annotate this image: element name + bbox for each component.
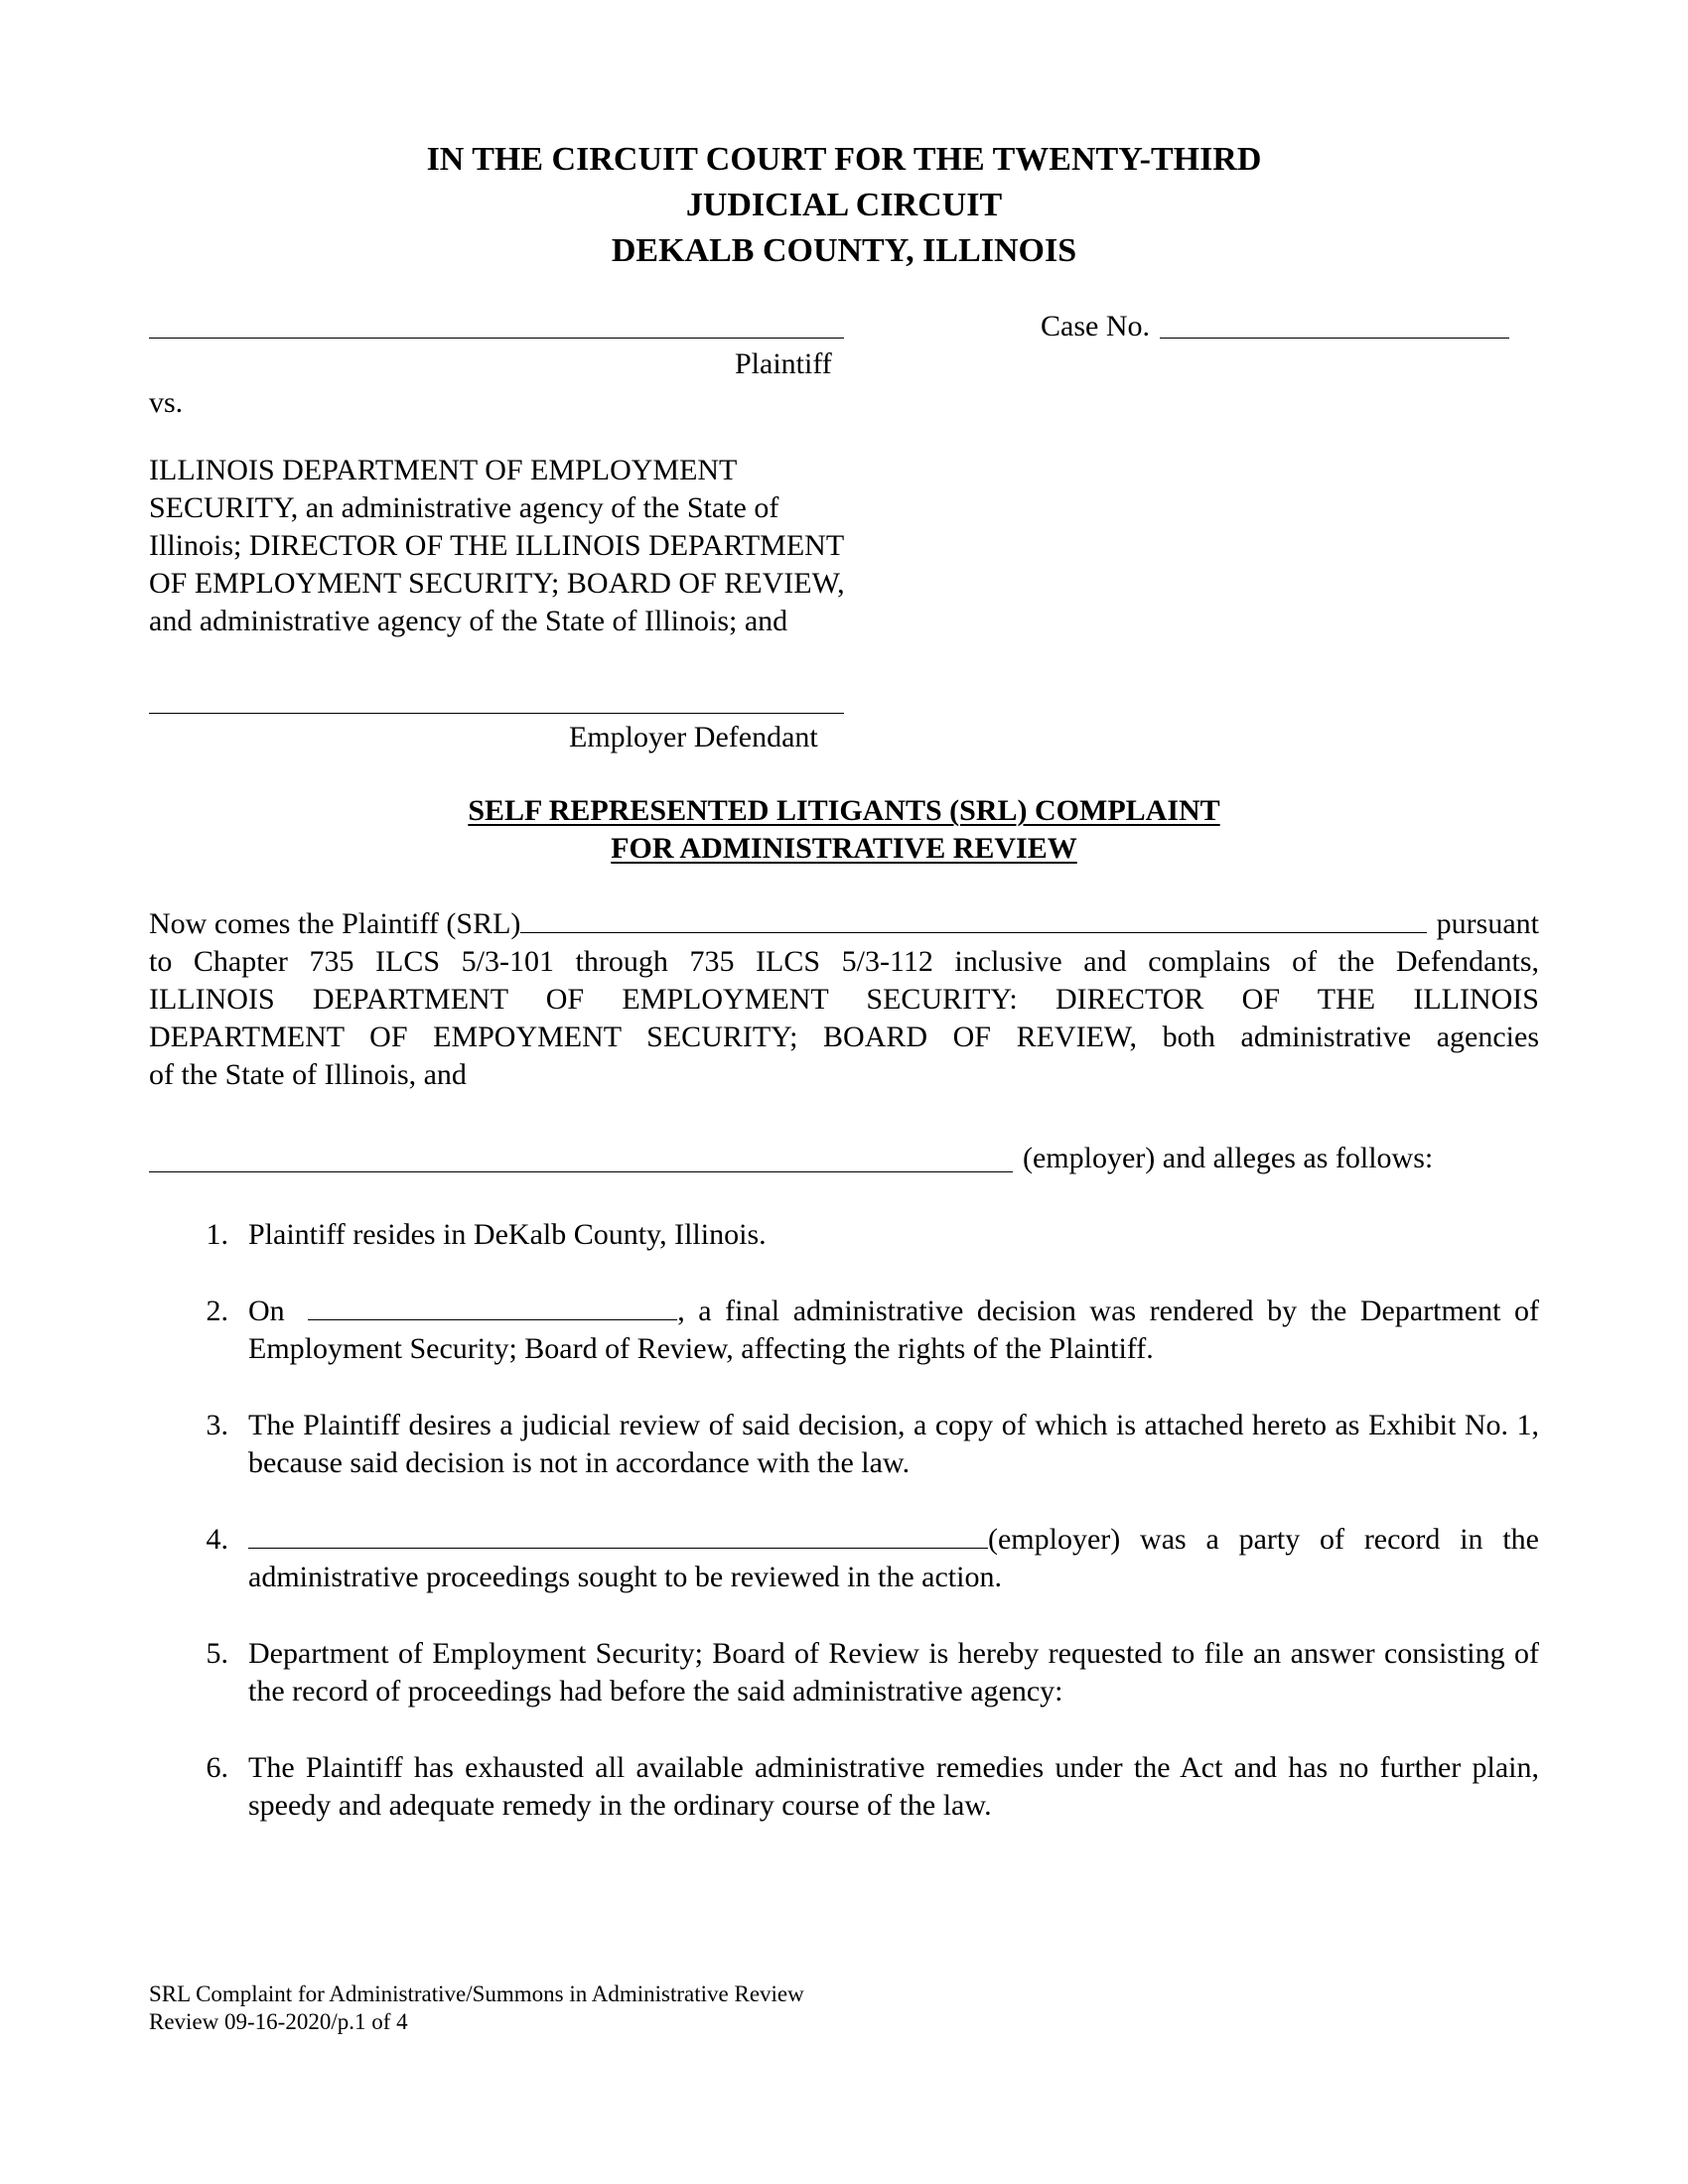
defendants-line-3: Illinois; DIRECTOR OF THE ILLINOIS DEPARTMENT xyxy=(149,529,845,562)
defendants-line-1: ILLINOIS DEPARTMENT OF EMPLOYMENT xyxy=(149,454,738,486)
defendants-line-2: SECURITY, an administrative agency of the State of xyxy=(149,491,779,524)
employer-defendant-field[interactable] xyxy=(149,713,844,714)
court-header-line-3: DEKALB COUNTY, ILLINOIS xyxy=(611,232,1077,269)
court-header xyxy=(0,137,1688,274)
allegation-text: Plaintiff resides in DeKalb County, Illinois. xyxy=(248,1218,767,1251)
allegation-4 xyxy=(184,1521,1539,1596)
intro-line-1 xyxy=(149,905,1539,943)
intro-line-2: to Chapter 735 ILCS 5/3-101 through 735 ILCS 5/3-112 inclusive and complains of the Defendants, xyxy=(149,945,1539,978)
defendants-block xyxy=(149,452,943,640)
intro-lead: Now comes the Plaintiff (SRL) xyxy=(149,907,521,940)
allegation-text: (employer) was a party of record in the administrative proceedings sought to be reviewed in the action. xyxy=(248,1523,1539,1593)
allegation-1 xyxy=(184,1216,1539,1254)
allegation-text: The Plaintiff has exhausted all available administrative remedies under the Act and has no further plain, speedy and adequate remedy in the ordinary course of the law. xyxy=(248,1751,1539,1822)
intro-line-4: DEPARTMENT OF EMPOYMENT SECURITY; BOARD OF REVIEW, both administrative agencies xyxy=(149,1021,1539,1053)
intro-paragraph xyxy=(149,905,1539,1094)
allegation-text: , a final administrative decision was rendered by the Department of Employment Security; Board of Review, affecting the rights of the Plaintiff. xyxy=(248,1295,1540,1365)
defendants-line-4: OF EMPLOYMENT SECURITY; BOARD OF REVIEW, xyxy=(149,567,845,600)
form-title xyxy=(0,792,1688,868)
plaintiff-name-field[interactable] xyxy=(149,338,844,339)
footer-line-2: Review 09-16-2020/p.1 of 4 xyxy=(149,2009,408,2034)
case-number-field[interactable] xyxy=(1160,338,1509,339)
page-footer xyxy=(149,1980,804,2036)
case-no-label: Case No. xyxy=(1041,310,1150,342)
allegation-number: 6. xyxy=(206,1751,228,1784)
allegation-6 xyxy=(184,1749,1539,1825)
form-title-line-2: FOR ADMINISTRATIVE REVIEW xyxy=(611,832,1077,865)
allegation-number: 5. xyxy=(206,1637,228,1670)
employer-defendant-label: Employer Defendant xyxy=(569,721,818,753)
allegation-number: 3. xyxy=(206,1409,228,1441)
footer-line-1: SRL Complaint for Administrative/Summons in Administrative Review xyxy=(149,1981,804,2006)
allegation-2-lead: On xyxy=(248,1295,285,1327)
form-title-line-1: SELF REPRESENTED LITIGANTS (SRL) COMPLAINT xyxy=(468,794,1220,827)
allegation-text: The Plaintiff desires a judicial review of said decision, a copy of which is attached hereto as Exhibit No. 1, because said decision is not in accordance with the law. xyxy=(248,1409,1539,1479)
court-header-line-2: JUDICIAL CIRCUIT xyxy=(685,187,1003,223)
decision-date-field[interactable] xyxy=(308,1294,677,1320)
allegation-number: 1. xyxy=(206,1218,228,1251)
vs-label: vs. xyxy=(149,386,184,419)
allegation-text: Department of Employment Security; Board of Review is hereby requested to file an answer consisting of the record of proceedings had before the said administrative agency: xyxy=(248,1637,1539,1707)
employer-alleges-text: (employer) and alleges as follows: xyxy=(1023,1142,1434,1174)
srl-name-field[interactable] xyxy=(520,906,1426,933)
allegation-number: 4. xyxy=(206,1523,228,1556)
allegation-number: 2. xyxy=(206,1295,228,1327)
allegation-3 xyxy=(184,1407,1539,1482)
defendants-line-5: and administrative agency of the State of Illinois; and xyxy=(149,605,788,637)
allegation-2 xyxy=(184,1293,1539,1368)
intro-line-5: of the State of Illinois, and xyxy=(149,1058,467,1091)
intro-line-3: ILLINOIS DEPARTMENT OF EMPLOYMENT SECURITY: DIRECTOR OF THE ILLINOIS xyxy=(149,983,1539,1016)
employer-name-field[interactable] xyxy=(149,1171,1013,1172)
court-header-line-1: IN THE CIRCUIT COURT FOR THE TWENTY-THIRD xyxy=(426,141,1262,178)
plaintiff-label: Plaintiff xyxy=(735,347,832,380)
allegation-5 xyxy=(184,1635,1539,1710)
intro-pursuant: pursuant xyxy=(1436,907,1539,940)
employer-party-field[interactable] xyxy=(248,1522,988,1549)
